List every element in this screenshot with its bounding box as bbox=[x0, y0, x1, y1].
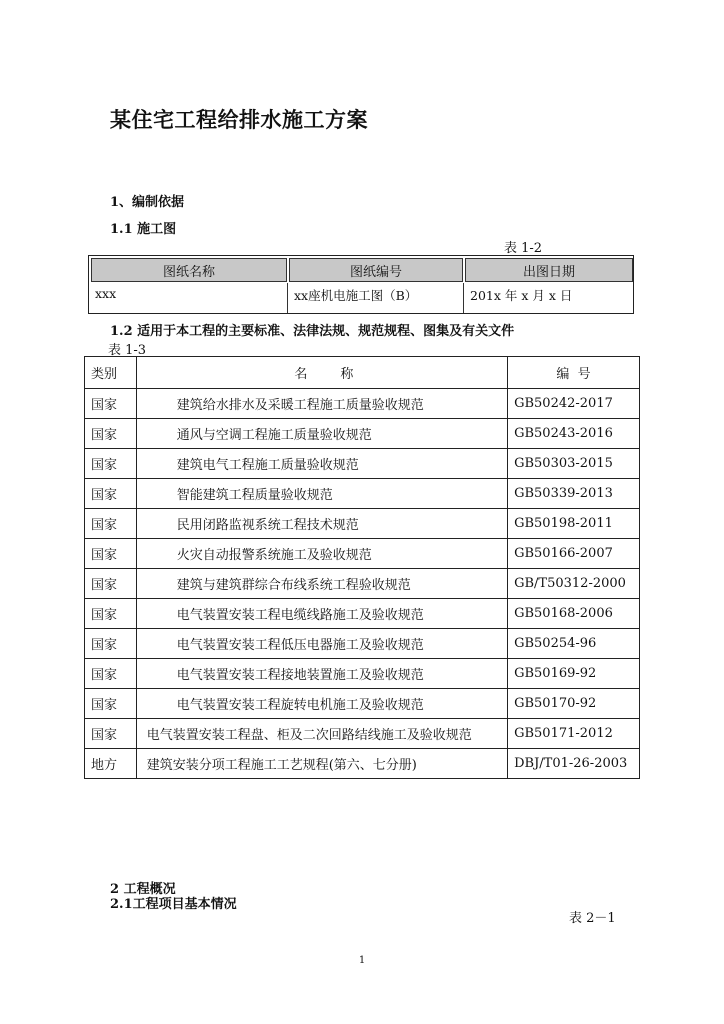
table-1-2-header-cell: 图纸名称 bbox=[91, 258, 287, 282]
name-cell: 建筑与建筑群综合布线系统工程验收规范 bbox=[136, 569, 507, 599]
category-cell: 国家 bbox=[85, 719, 137, 749]
name-cell: 电气装置安装工程旋转电机施工及验收规范 bbox=[136, 689, 507, 719]
table-1-3-header-cell: 名 称 bbox=[136, 357, 507, 389]
name-cell: 建筑安装分项工程施工工艺规程(第六、七分册) bbox=[136, 749, 507, 779]
code-cell: GB50243-2016 bbox=[508, 419, 640, 449]
table-row bbox=[85, 599, 640, 629]
code-cell: GB50254-96 bbox=[508, 629, 640, 659]
table-1-2-cell: xx座机电施工图（B） bbox=[288, 283, 464, 313]
name-cell: 通风与空调工程施工质量验收规范 bbox=[136, 419, 507, 449]
name-cell: 建筑电气工程施工质量验收规范 bbox=[136, 449, 507, 479]
category-cell: 国家 bbox=[85, 659, 137, 689]
section-1-heading: 1、编制依据 bbox=[110, 195, 185, 210]
code-cell: GB/T50312-2000 bbox=[508, 569, 640, 599]
table-1-3-header-cell: 编 号 bbox=[508, 357, 640, 389]
category-cell: 国家 bbox=[85, 569, 137, 599]
name-cell: 民用闭路监视系统工程技术规范 bbox=[136, 509, 507, 539]
category-cell: 国家 bbox=[85, 509, 137, 539]
table-row bbox=[85, 539, 640, 569]
table-1-3-label: 表 1-3 bbox=[108, 343, 147, 358]
code-cell: GB50166-2007 bbox=[508, 539, 640, 569]
page-number: 1 bbox=[358, 955, 366, 966]
table-1-2-cell: 201x 年 x 月 x 日 bbox=[470, 288, 573, 303]
table-row bbox=[85, 689, 640, 719]
code-cell: GB50169-92 bbox=[508, 659, 640, 689]
table-row bbox=[85, 509, 640, 539]
document-title: 某住宅工程给排水施工方案 bbox=[110, 107, 368, 132]
table-1-3-header-cell: 类别 bbox=[85, 357, 137, 389]
table-row bbox=[85, 629, 640, 659]
code-cell: GB50170-92 bbox=[508, 689, 640, 719]
code-cell: GB50168-2006 bbox=[508, 599, 640, 629]
code-cell: GB50198-2011 bbox=[508, 509, 640, 539]
section-2-heading: 2 工程概况 bbox=[110, 882, 176, 897]
category-cell: 国家 bbox=[85, 419, 137, 449]
name-cell: 电气装置安装工程低压电器施工及验收规范 bbox=[136, 629, 507, 659]
table-row bbox=[85, 389, 640, 419]
category-cell: 国家 bbox=[85, 629, 137, 659]
code-cell: DBJ/T01-26-2003 bbox=[508, 749, 640, 779]
category-cell: 国家 bbox=[85, 689, 137, 719]
table-row bbox=[85, 449, 640, 479]
name-cell: 建筑给水排水及采暖工程施工质量验收规范 bbox=[136, 389, 507, 419]
name-cell: 智能建筑工程质量验收规范 bbox=[136, 479, 507, 509]
category-cell: 国家 bbox=[85, 449, 137, 479]
category-cell: 地方 bbox=[85, 749, 137, 779]
table-1-3 bbox=[84, 356, 640, 779]
table-row bbox=[85, 479, 640, 509]
section-1-1-heading: 1.1 施工图 bbox=[110, 222, 177, 237]
table-1-2-data-row bbox=[89, 283, 633, 313]
name-cell: 火灾自动报警系统施工及验收规范 bbox=[136, 539, 507, 569]
name-cell: 电气装置安装工程盘、柜及二次回路结线施工及验收规范 bbox=[136, 719, 507, 749]
table-row bbox=[85, 659, 640, 689]
table-1-2 bbox=[88, 255, 634, 314]
code-cell: GB50171-2012 bbox=[508, 719, 640, 749]
table-row bbox=[85, 569, 640, 599]
code-cell: GB50303-2015 bbox=[508, 449, 640, 479]
table-1-2-label: 表 1-2 bbox=[504, 241, 543, 256]
table-row bbox=[85, 719, 640, 749]
category-cell: 国家 bbox=[85, 389, 137, 419]
code-cell: GB50339-2013 bbox=[508, 479, 640, 509]
category-cell: 国家 bbox=[85, 539, 137, 569]
table-row bbox=[85, 749, 640, 779]
section-2-1-heading: 2.1工程项目基本情况 bbox=[110, 897, 237, 912]
category-cell: 国家 bbox=[85, 599, 137, 629]
section-1-2-heading: 1.2 适用于本工程的主要标准、法律法规、规范规程、图集及有关文件 bbox=[110, 324, 515, 339]
table-row bbox=[85, 419, 640, 449]
category-cell: 国家 bbox=[85, 479, 137, 509]
table-1-2-header-cell: 图纸编号 bbox=[289, 258, 463, 282]
name-cell: 电气装置安装工程接地装置施工及验收规范 bbox=[136, 659, 507, 689]
table-1-2-header-cell: 出图日期 bbox=[465, 258, 633, 282]
table-2-1-label: 表 2－1 bbox=[569, 911, 616, 926]
table-1-2-header-row bbox=[89, 258, 633, 282]
table-1-2-cell: xxx bbox=[89, 283, 288, 313]
code-cell: GB50242-2017 bbox=[508, 389, 640, 419]
table-1-3-header-row bbox=[85, 357, 640, 389]
name-cell: 电气装置安装工程电缆线路施工及验收规范 bbox=[136, 599, 507, 629]
